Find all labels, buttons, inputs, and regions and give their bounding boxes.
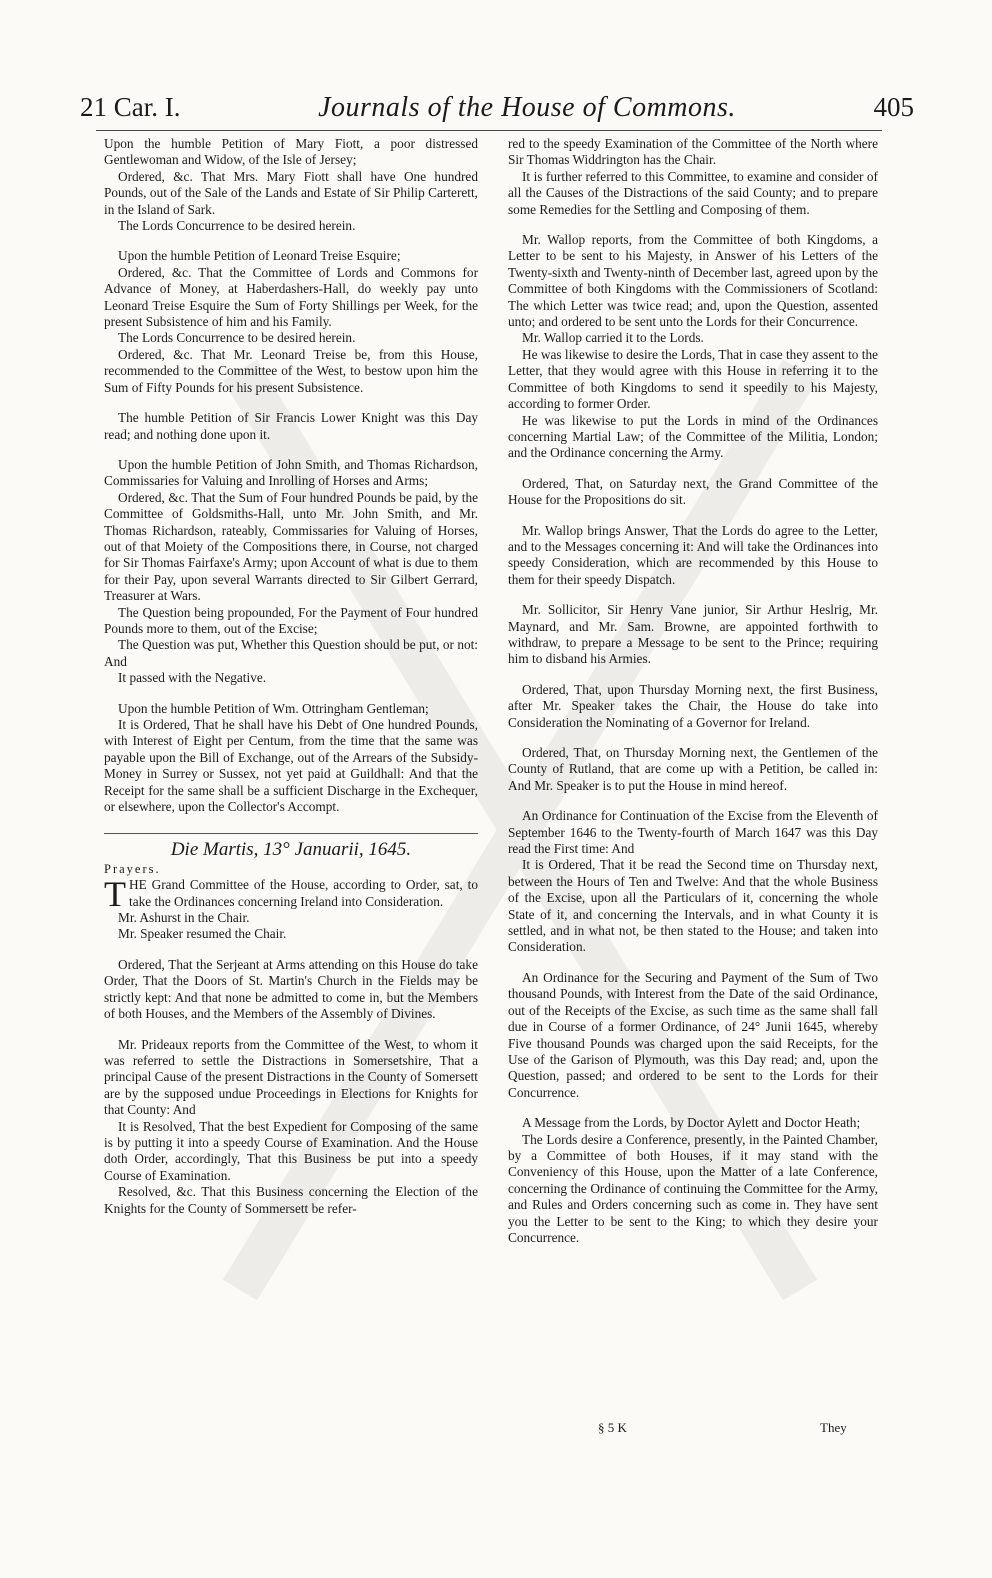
paragraph: Ordered, That the Serjeant at Arms attending on this House do take Order, That the Doors of St. Martin's Church in the Fields may be strictly kept: And that none be admitted to come in, but the Members of both Houses, and the Members of the Assembly of Divines. xyxy=(104,956,478,1022)
right-column xyxy=(508,136,878,1246)
signature-mark: § 5 K xyxy=(598,1420,627,1435)
paragraph: Mr. Wallop carried it to the Lords. xyxy=(522,330,704,346)
paragraph: Ordered, &c. That Mrs. Mary Fiott shall have One hundred Pounds, out of the Sale of the Lands and Estate of Sir Philip Carterett, in the Island of Sark. xyxy=(104,168,478,217)
catchword: They xyxy=(820,1420,847,1435)
paragraph: Mr. Prideaux reports from the Committee of the West, to whom it was referred to settle the Distractions in Somersetshire, That a principal Cause of the present Distractions in the County of Somersett are by the supposed undue Proceedings in Elections for Knights for that County: And xyxy=(104,1036,478,1118)
paragraph: Ordered, &c. That the Committee of Lords and Commons for Advance of Money, at Haberdashers-Hall, do weekly pay unto Leonard Treise Esquire the Sum of Forty Shillings per Week, for the present Subsistence of him and his Family. xyxy=(104,264,478,330)
paragraph: Upon the humble Petition of Leonard Treise Esquire; xyxy=(118,248,401,264)
paragraph: A Message from the Lords, by Doctor Aylett and Doctor Heath; xyxy=(522,1115,861,1131)
paragraph: It is further referred to this Committee, to examine and consider of all the Causes of the Distractions of the said County; and to prepare some Remedies for the Settling and Composing of them. xyxy=(508,168,878,217)
paragraph: An Ordinance for the Securing and Payment of the Sum of Two thousand Pounds, with Interest from the Date of the said Ordinance, out of the Receipts of the Excise, as such time as the same shall fall due in Course of a former Ordinance, of 24° Junii 1645, whereby Five thousand Pounds was charged upon the said Receipts, for the Use of the Garison of Plymouth, was this Day read; and, upon the Question, passed; and ordered to be sent to the Lords for their Concurrence. xyxy=(508,969,878,1100)
paragraph: The humble Petition of Sir Francis Lower Knight was this Day read; and nothing done upon it. xyxy=(104,410,478,442)
paragraph: Mr. Ashurst in the Chair. xyxy=(118,910,250,926)
paragraph: The Lords Concurrence to be desired herein. xyxy=(118,218,356,234)
paragraph: Resolved, &c. That this Business concerning the Election of the Knights for the County of Sommersett be refer- xyxy=(104,1184,478,1216)
drop-cap: T xyxy=(104,874,126,915)
left-column xyxy=(104,136,478,1217)
paragraph-text: HE Grand Committee of the House, according to Order, sat, to take the Ordinances concerning Ireland into Consideration. xyxy=(129,877,478,909)
paragraph: It is Ordered, That he shall have his Debt of One hundred Pounds, with Interest of Eight per Centum, from the time that the same was payable upon the Bill of Exchange, out of the Arrears of the Subsidy-Money in Surrey or Sussex, not yet paid at Guildhall: And that the Receipt for the same shall be a sufficient Discharge in the Exchequer, or elsewhere, upon the Collector's Accompt. xyxy=(104,717,478,815)
paragraph: Ordered, That, on Saturday next, the Grand Committee of the House for the Propositions do sit. xyxy=(508,475,878,508)
paragraph: Upon the humble Petition of John Smith, and Thomas Richardson, Commissaries for Valuing and Inrolling of Horses and Arms; xyxy=(104,456,478,489)
paragraph: red to the speedy Examination of the Committee of the North where Sir Thomas Widdrington has the Chair. xyxy=(508,136,878,168)
paragraph: It is Ordered, That it be read the Second time on Thursday next, between the Hours of Ten and Twelve: And that the whole Business of the Excise, upon all the Particulars of it, concerning the whole State of it, and concerning the Intervals, and in what County it is settled, and in what not, be then stated to the House; and taken into Consideration. xyxy=(508,857,878,955)
paragraph-with-dropcap xyxy=(104,874,478,915)
paragraph: Ordered, &c. That Mr. Leonard Treise be, from this House, recommended to the Committee of the West, to bestow upon him the Sum of Fifty Pounds for his present Subsistence. xyxy=(104,346,478,395)
paragraph: Ordered, That, on Thursday Morning next, the Gentlemen of the County of Rutland, that are come up with a Petition, be called in: And Mr. Speaker is to put the House in mind hereof. xyxy=(508,745,878,793)
paragraph: He was likewise to put the Lords in mind of the Ordinances concerning Martial Law; of the Committee of the Militia, London; and the Ordinance concerning the Army. xyxy=(508,412,878,461)
regnal-year: 21 Car. I. xyxy=(80,92,181,122)
header-rule xyxy=(96,130,882,131)
paragraph: Ordered, &c. That the Sum of Four hundred Pounds be paid, by the Committee of Goldsmiths-Hall, unto Mr. John Smith, and Mr. Thomas Richardson, rateably, Commissaries for Valuing of Horses, out of that Moiety of the Compositions there, in Course, not charged for Sir Thomas Fairfaxe's Army; upon Account of what is due to them for their Pay, upon several Warrants directed to Sir Gilbert Gerrard, Treasurer at Wars. xyxy=(104,489,478,604)
paragraph: Mr. Speaker resumed the Chair. xyxy=(118,926,287,942)
paragraph: The Lords Concurrence to be desired herein. xyxy=(118,330,356,346)
paragraph: Upon the humble Petition of Wm. Ottringham Gentleman; xyxy=(118,700,429,716)
paragraph: The Question being propounded, For the Payment of Four hundred Pounds more to them, out of the Excise; xyxy=(104,604,478,636)
paragraph: The Lords desire a Conference, presently, in the Painted Chamber, by a Committee of both Houses, if it may stand with the Conveniency of this House, upon the Matter of a late Conference, concerning the Ordinance of continuing the Committee for the Army, and Rules and Orders concerning such as come in. They have sent you the Letter to be sent to the King; to which they desire your Concurrence. xyxy=(508,1131,878,1245)
paragraph: It passed with the Negative. xyxy=(118,670,267,686)
paragraph: It is Resolved, That the best Expedient for Composing of the same is by putting it into a speedy Course of Examination. And the House doth Order, accordingly, That this Business be put into a speedy Course of Examination. xyxy=(104,1118,478,1183)
paragraph: He was likewise to desire the Lords, That in case they assent to the Letter, that they would agree with this House in referring it to the Committee of both Kingdoms to send it speedily to his Majesty, according to former Order. xyxy=(508,346,878,412)
paragraph: The Question was put, Whether this Question should be put, or not: And xyxy=(104,637,478,669)
day-heading: Die Martis, 13° Januarii, 1645. xyxy=(104,833,478,858)
paragraph: Upon the humble Petition of Mary Fiott, a poor distressed Gentlewoman and Widow, of the Isle of Jersey; xyxy=(104,136,478,168)
paragraph: Mr. Wallop brings Answer, That the Lords do agree to the Letter, and to the Messages concerning it: And will take the Ordinances into speedy Consideration, which are recommended by this House to them for their speedy Dispatch. xyxy=(508,522,878,587)
paragraph: Mr. Wallop reports, from the Committee of both Kingdoms, a Letter to be sent to his Majesty, in Answer of his Letters of the Twenty-sixth and Twenty-ninth of December last, agreed upon by the Committee of both Kingdoms with the Commissioners of Scotland: The which Letter was twice read; and, upon the Question, assented unto; and ordered to be sent unto the Lords for their Concurrence. xyxy=(508,232,878,330)
prayers-label: Prayers. xyxy=(104,861,161,876)
journal-title: Journals of the House of Commons. xyxy=(318,92,736,123)
paragraph: An Ordinance for Continuation of the Excise from the Eleventh of September 1646 to the Twenty-fourth of March 1647 was this Day read the First time: And xyxy=(508,808,878,857)
page-number: 405 xyxy=(873,92,914,122)
running-header xyxy=(80,92,914,132)
paragraph: Ordered, That, upon Thursday Morning next, the first Business, after Mr. Speaker takes the Chair, the House do take into Consideration the Nominating of a Governor for Ireland. xyxy=(508,681,878,730)
paragraph: Mr. Sollicitor, Sir Henry Vane junior, Sir Arthur Heslrig, Mr. Maynard, and Mr. Sam. Browne, are appointed forthwith to withdraw, to prepare a Message to be sent to the Prince; requiring him to disband his Armies. xyxy=(508,602,878,667)
